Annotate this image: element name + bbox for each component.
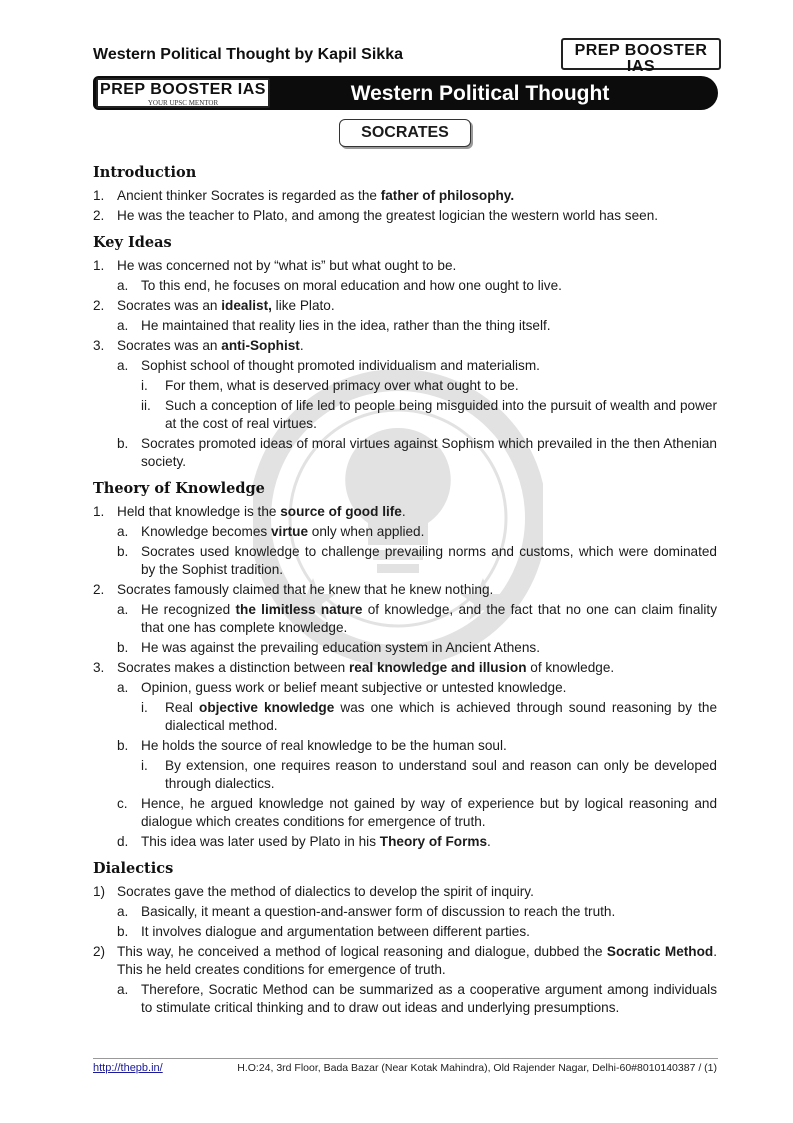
list-item: a. To this end, he focuses on moral education and how one ought to live. xyxy=(117,278,562,293)
list-item: ii. Such a conception of life led to people being misguided into the pursuit of wealth and power at the cost of real virtues. xyxy=(141,398,717,431)
brand-logo-top xyxy=(561,38,721,75)
list-item: b. He holds the source of real knowledge to be the human soul. xyxy=(117,738,507,753)
brand-logo-tagline: YOUR UPSC MENTOR xyxy=(147,99,219,107)
list-item: b. Socrates used knowledge to challenge prevailing norms and customs, which were dominated by the Sophist tradition. xyxy=(117,544,717,577)
section-heading-theory-of-knowledge: Theory of Knowledge xyxy=(93,480,265,497)
section-heading-key-ideas: Key Ideas xyxy=(93,234,172,251)
list-item: 2. He was the teacher to Plato, and among the greatest logician the western world has seen. xyxy=(93,208,659,223)
topic-title: SOCRATES xyxy=(339,119,471,147)
brand-logo-text: PREP BOOSTER IAS xyxy=(574,42,708,75)
list-item: d. This idea was later used by Plato in his Theory of Forms. xyxy=(117,834,491,849)
footer-website-link[interactable]: http://thepb.in/ xyxy=(93,1062,163,1074)
list-item: c. Hence, he argued knowledge not gained by way of experience but by logical reasoning and dialogue which creates conditions for emergence of truth. xyxy=(117,796,717,829)
list-item: a. Therefore, Socratic Method can be summarized as a cooperative argument among individuals to stimulate critical thinking and to draw out ideas and underlying presumptions. xyxy=(117,982,717,1015)
list-item: a. Opinion, guess work or belief meant subjective or untested knowledge. xyxy=(117,680,567,695)
list-item: 2. Socrates famously claimed that he knew that he knew nothing. xyxy=(93,582,494,597)
list-item: a. He recognized the limitless nature of knowledge, and the fact that no one can claim finality that one has complete knowledge. xyxy=(117,602,717,635)
footer-address: H.O:24, 3rd Floor, Bada Bazar (Near Kotak Mahindra), Old Rajender Nagar, Delhi-60#8010140387 / (1) xyxy=(237,1062,717,1074)
brand-logo-text: PREP BOOSTER IAS xyxy=(100,81,266,98)
list-item: 2) This way, he conceived a method of logical reasoning and dialogue, dubbed the Socratic Method. This he held creates conditions for emergence of truth. xyxy=(93,944,717,977)
document-body xyxy=(93,164,717,1018)
list-item: b. It involves dialogue and argumentation between different parties. xyxy=(117,924,530,939)
list-item: b. Socrates promoted ideas of moral virtues against Sophism which prevailed in the then Athenian society. xyxy=(117,436,717,469)
list-item: i. For them, what is deserved primacy over what ought to be. xyxy=(141,378,519,393)
list-item: b. He was against the prevailing education system in Ancient Athens. xyxy=(117,640,540,655)
list-item: 2. Socrates was an idealist, like Plato. xyxy=(93,298,335,313)
list-item: 1) Socrates gave the method of dialectics to develop the spirit of inquiry. xyxy=(93,884,534,899)
section-heading-introduction: Introduction xyxy=(93,164,197,181)
list-item: a. He maintained that reality lies in the idea, rather than the thing itself. xyxy=(117,318,551,333)
list-item: 1. Ancient thinker Socrates is regarded as the father of philosophy. xyxy=(93,188,515,203)
document-title: Western Political Thought by Kapil Sikka xyxy=(93,46,403,63)
list-item: 3. Socrates makes a distinction between real knowledge and illusion of knowledge. xyxy=(93,660,615,675)
footer-divider xyxy=(93,1058,718,1059)
list-item: 1. He was concerned not by “what is” but what ought to be. xyxy=(93,258,457,273)
list-item: i. Real objective knowledge was one which is achieved through sound reasoning by the dialectical method. xyxy=(141,700,718,733)
brand-logo-banner xyxy=(96,78,270,108)
list-item: 1. Held that knowledge is the source of good life. xyxy=(93,504,406,519)
list-item: i. By extension, one requires reason to understand soul and reason can only be developed through dialectics. xyxy=(141,758,717,791)
list-item: a. Basically, it meant a question-and-answer form of discussion to reach the truth. xyxy=(117,904,616,919)
banner-title: Western Political Thought xyxy=(350,82,610,105)
list-item: a. Sophist school of thought promoted individualism and materialism. xyxy=(117,358,540,373)
list-item: a. Knowledge becomes virtue only when applied. xyxy=(117,524,425,539)
list-item: 3. Socrates was an anti-Sophist. xyxy=(93,338,304,353)
section-heading-dialectics: Dialectics xyxy=(93,860,174,877)
